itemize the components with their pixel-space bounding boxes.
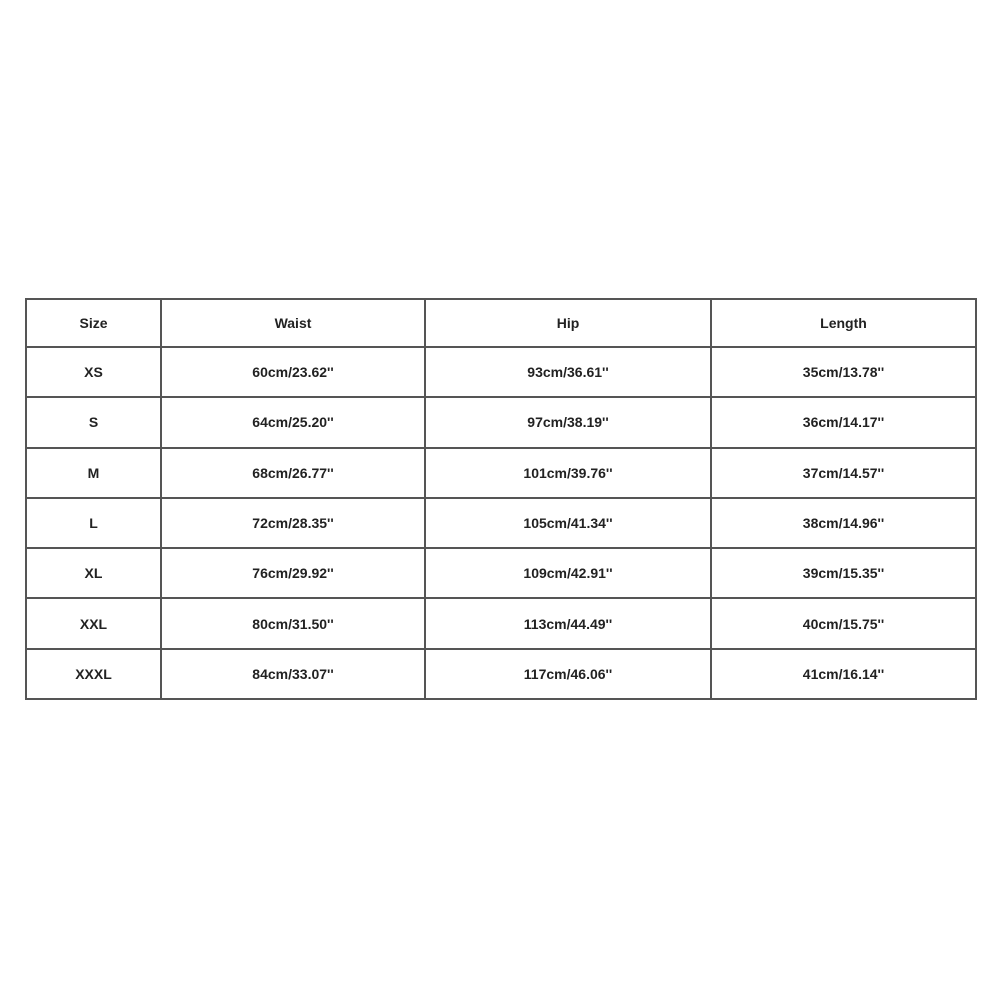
cell-size: XL	[26, 548, 161, 598]
cell-size: L	[26, 498, 161, 548]
cell-waist: 60cm/23.62''	[161, 347, 425, 397]
table-row	[26, 448, 976, 498]
header-waist: Waist	[161, 299, 425, 347]
header-size: Size	[26, 299, 161, 347]
cell-hip: 93cm/36.61''	[425, 347, 711, 397]
size-chart-table	[25, 298, 977, 700]
cell-waist: 68cm/26.77''	[161, 448, 425, 498]
cell-length: 35cm/13.78''	[711, 347, 976, 397]
cell-length: 38cm/14.96''	[711, 498, 976, 548]
cell-length: 39cm/15.35''	[711, 548, 976, 598]
cell-waist: 80cm/31.50''	[161, 598, 425, 648]
cell-size: XS	[26, 347, 161, 397]
cell-hip: 101cm/39.76''	[425, 448, 711, 498]
cell-hip: 97cm/38.19''	[425, 397, 711, 447]
cell-waist: 76cm/29.92''	[161, 548, 425, 598]
table-row	[26, 548, 976, 598]
table-row	[26, 397, 976, 447]
cell-size: M	[26, 448, 161, 498]
cell-hip: 117cm/46.06''	[425, 649, 711, 699]
table-row	[26, 498, 976, 548]
cell-waist: 72cm/28.35''	[161, 498, 425, 548]
header-hip: Hip	[425, 299, 711, 347]
cell-hip: 109cm/42.91''	[425, 548, 711, 598]
table-row	[26, 649, 976, 699]
cell-waist: 84cm/33.07''	[161, 649, 425, 699]
cell-length: 36cm/14.17''	[711, 397, 976, 447]
table-row	[26, 347, 976, 397]
cell-size: XXL	[26, 598, 161, 648]
header-length: Length	[711, 299, 976, 347]
table-header-row	[26, 299, 976, 347]
cell-size: S	[26, 397, 161, 447]
cell-length: 41cm/16.14''	[711, 649, 976, 699]
table-row	[26, 598, 976, 648]
cell-length: 37cm/14.57''	[711, 448, 976, 498]
cell-hip: 105cm/41.34''	[425, 498, 711, 548]
cell-waist: 64cm/25.20''	[161, 397, 425, 447]
cell-size: XXXL	[26, 649, 161, 699]
cell-length: 40cm/15.75''	[711, 598, 976, 648]
cell-hip: 113cm/44.49''	[425, 598, 711, 648]
